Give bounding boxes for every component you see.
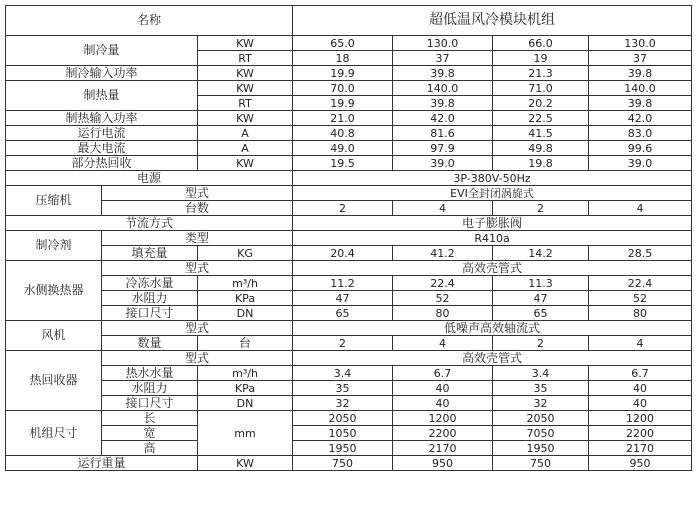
value-cell: 41.5 — [493, 126, 589, 141]
refrigerant-type-value: R410a — [293, 231, 692, 246]
water-hx-label: 水侧换热器 — [6, 261, 102, 321]
fan-type-row — [6, 321, 692, 336]
value-cell: 22.4 — [393, 276, 493, 291]
value-cell: 6.7 — [589, 366, 692, 381]
value-cell: 19.5 — [293, 156, 393, 171]
power-supply-row — [6, 171, 692, 186]
value-cell: 750 — [493, 456, 589, 471]
max-current-row — [6, 141, 692, 156]
heat-recovery-label: 部分热回收 — [6, 156, 198, 171]
unit-cell: m³/h — [198, 366, 293, 381]
value-cell: 65.0 — [293, 36, 393, 51]
dimension-height-row — [6, 441, 692, 456]
unit-cell: A — [198, 126, 293, 141]
spec-table — [5, 5, 692, 471]
value-cell: 2170 — [589, 441, 692, 456]
fan-label: 风机 — [6, 321, 102, 351]
value-cell: 80 — [393, 306, 493, 321]
value-cell: 2200 — [589, 426, 692, 441]
value-cell: 65 — [493, 306, 589, 321]
recovery-pipe-label: 接口尺寸 — [102, 396, 198, 411]
refrigerant-charge-label: 填充量 — [102, 246, 198, 261]
width-label: 宽 — [102, 426, 198, 441]
value-cell: 1050 — [293, 426, 393, 441]
value-cell: 1950 — [293, 441, 393, 456]
value-cell: 99.6 — [589, 141, 692, 156]
weight-label: 运行重量 — [6, 456, 198, 471]
value-cell: 39.8 — [589, 66, 692, 81]
value-cell: 2 — [293, 336, 393, 351]
recovery-resistance-row — [6, 381, 692, 396]
max-current-label: 最大电流 — [6, 141, 198, 156]
power-supply-value: 3P-380V-50Hz — [293, 171, 692, 186]
water-hx-pipe-label: 接口尺寸 — [102, 306, 198, 321]
value-cell: 2 — [293, 201, 393, 216]
recovery-resistance-label: 水阻力 — [102, 381, 198, 396]
value-cell: 11.2 — [293, 276, 393, 291]
water-hx-resistance-label: 水阻力 — [102, 291, 198, 306]
recovery-pipe-row — [6, 396, 692, 411]
unit-cell: 台 — [198, 336, 293, 351]
value-cell: 1200 — [589, 411, 692, 426]
value-cell: 19 — [493, 51, 589, 66]
value-cell: 42.0 — [393, 111, 493, 126]
power-supply-label: 电源 — [6, 171, 293, 186]
unit-cell: RT — [198, 96, 293, 111]
value-cell: 7050 — [493, 426, 589, 441]
fan-type-value: 低噪声高效轴流式 — [293, 321, 692, 336]
value-cell: 66.0 — [493, 36, 589, 51]
value-cell: 140.0 — [589, 81, 692, 96]
value-cell: 40 — [589, 396, 692, 411]
value-cell: 2050 — [493, 411, 589, 426]
run-current-label: 运行电流 — [6, 126, 198, 141]
value-cell: 28.5 — [589, 246, 692, 261]
value-cell: 22.5 — [493, 111, 589, 126]
dimensions-unit: mm — [198, 411, 293, 456]
value-cell: 2 — [493, 201, 589, 216]
fan-count-label: 数量 — [102, 336, 198, 351]
value-cell: 40 — [589, 381, 692, 396]
value-cell: 32 — [493, 396, 589, 411]
value-cell: 950 — [589, 456, 692, 471]
recovery-flow-row — [6, 366, 692, 381]
value-cell: 47 — [293, 291, 393, 306]
recovery-type-label: 型式 — [102, 351, 293, 366]
value-cell: 3.4 — [493, 366, 589, 381]
recovery-type-value: 高效壳管式 — [293, 351, 692, 366]
heat-recovery-row — [6, 156, 692, 171]
value-cell: 70.0 — [293, 81, 393, 96]
unit-cell: DN — [198, 396, 293, 411]
refrigerant-type-label: 类型 — [102, 231, 293, 246]
value-cell: 19.8 — [493, 156, 589, 171]
value-cell: 39.8 — [393, 66, 493, 81]
value-cell: 39.0 — [589, 156, 692, 171]
heat-power-row — [6, 111, 692, 126]
recovery-flow-label: 热水水量 — [102, 366, 198, 381]
compressor-type-row — [6, 186, 692, 201]
value-cell: 18 — [293, 51, 393, 66]
value-cell: 71.0 — [493, 81, 589, 96]
value-cell: 750 — [293, 456, 393, 471]
value-cell: 80 — [589, 306, 692, 321]
unit-cell: DN — [198, 306, 293, 321]
cool-capacity-kw-row — [6, 36, 692, 51]
value-cell: 130.0 — [393, 36, 493, 51]
value-cell: 49.0 — [293, 141, 393, 156]
value-cell: 22.4 — [589, 276, 692, 291]
value-cell: 47 — [493, 291, 589, 306]
unit-cell: RT — [198, 51, 293, 66]
length-label: 长 — [102, 411, 198, 426]
value-cell: 49.8 — [493, 141, 589, 156]
value-cell: 83.0 — [589, 126, 692, 141]
value-cell: 40.8 — [293, 126, 393, 141]
value-cell: 35 — [293, 381, 393, 396]
value-cell: 3.4 — [293, 366, 393, 381]
value-cell: 4 — [393, 201, 493, 216]
water-hx-flow-label: 冷冻水量 — [102, 276, 198, 291]
value-cell: 130.0 — [589, 36, 692, 51]
run-current-row — [6, 126, 692, 141]
value-cell: 2 — [493, 336, 589, 351]
value-cell: 140.0 — [393, 81, 493, 96]
dimension-length-row — [6, 411, 692, 426]
cool-capacity-label: 制冷量 — [6, 36, 198, 66]
value-cell: 21.3 — [493, 66, 589, 81]
value-cell: 19.9 — [293, 96, 393, 111]
value-cell: 42.0 — [589, 111, 692, 126]
throttle-value: 电子膨胀阀 — [293, 216, 692, 231]
value-cell: 6.7 — [393, 366, 493, 381]
value-cell: 65 — [293, 306, 393, 321]
value-cell: 2170 — [393, 441, 493, 456]
unit-cell: m³/h — [198, 276, 293, 291]
dimension-width-row — [6, 426, 692, 441]
unit-cell: KW — [198, 36, 293, 51]
heat-capacity-kw-row — [6, 81, 692, 96]
value-cell: 39.8 — [589, 96, 692, 111]
value-cell: 40 — [393, 396, 493, 411]
refrigerant-charge-row — [6, 246, 692, 261]
throttle-row — [6, 216, 692, 231]
unit-cell: KW — [198, 66, 293, 81]
unit-cell: KPa — [198, 381, 293, 396]
compressor-type-value: EVI全封闭涡旋式 — [293, 186, 692, 201]
value-cell: 19.9 — [293, 66, 393, 81]
value-cell: 4 — [589, 336, 692, 351]
value-cell: 41.2 — [393, 246, 493, 261]
cool-power-row — [6, 66, 692, 81]
throttle-label: 节流方式 — [6, 216, 293, 231]
unit-cell: KW — [198, 156, 293, 171]
heat-power-label: 制热输入功率 — [6, 111, 198, 126]
table-header-row — [6, 6, 692, 36]
weight-row — [6, 456, 692, 471]
water-hx-type-label: 型式 — [102, 261, 293, 276]
value-cell: 39.0 — [393, 156, 493, 171]
value-cell: 11.3 — [493, 276, 589, 291]
product-title: 超低温风冷模块机组 — [293, 6, 692, 36]
value-cell: 950 — [393, 456, 493, 471]
refrigerant-label: 制冷剂 — [6, 231, 102, 261]
value-cell: 37 — [393, 51, 493, 66]
value-cell: 52 — [393, 291, 493, 306]
water-hx-flow-row — [6, 276, 692, 291]
value-cell: 35 — [493, 381, 589, 396]
refrigerant-type-row — [6, 231, 692, 246]
water-hx-resistance-row — [6, 291, 692, 306]
unit-cell: KG — [198, 246, 293, 261]
value-cell: 2050 — [293, 411, 393, 426]
water-hx-pipe-row — [6, 306, 692, 321]
recovery-unit-label: 热回收器 — [6, 351, 102, 411]
value-cell: 37 — [589, 51, 692, 66]
value-cell: 4 — [393, 336, 493, 351]
value-cell: 4 — [589, 201, 692, 216]
compressor-count-row — [6, 201, 692, 216]
value-cell: 97.9 — [393, 141, 493, 156]
compressor-count-label: 台数 — [102, 201, 293, 216]
unit-cell: KPa — [198, 291, 293, 306]
value-cell: 32 — [293, 396, 393, 411]
value-cell: 81.6 — [393, 126, 493, 141]
value-cell: 1950 — [493, 441, 589, 456]
unit-cell: KW — [198, 81, 293, 96]
unit-cell: A — [198, 141, 293, 156]
recovery-type-row — [6, 351, 692, 366]
water-hx-type-value: 高效壳管式 — [293, 261, 692, 276]
name-header: 名称 — [6, 6, 293, 36]
compressor-label: 压缩机 — [6, 186, 102, 216]
value-cell: 1200 — [393, 411, 493, 426]
water-hx-type-row — [6, 261, 692, 276]
compressor-type-label: 型式 — [102, 186, 293, 201]
value-cell: 52 — [589, 291, 692, 306]
height-label: 高 — [102, 441, 198, 456]
fan-type-label: 型式 — [102, 321, 293, 336]
unit-cell: KW — [198, 456, 293, 471]
dimensions-label: 机组尺寸 — [6, 411, 102, 456]
cool-power-label: 制冷输入功率 — [6, 66, 198, 81]
heat-capacity-label: 制热量 — [6, 81, 198, 111]
value-cell: 20.2 — [493, 96, 589, 111]
value-cell: 2200 — [393, 426, 493, 441]
value-cell: 39.8 — [393, 96, 493, 111]
unit-cell: KW — [198, 111, 293, 126]
fan-count-row — [6, 336, 692, 351]
value-cell: 20.4 — [293, 246, 393, 261]
value-cell: 21.0 — [293, 111, 393, 126]
value-cell: 40 — [393, 381, 493, 396]
value-cell: 14.2 — [493, 246, 589, 261]
